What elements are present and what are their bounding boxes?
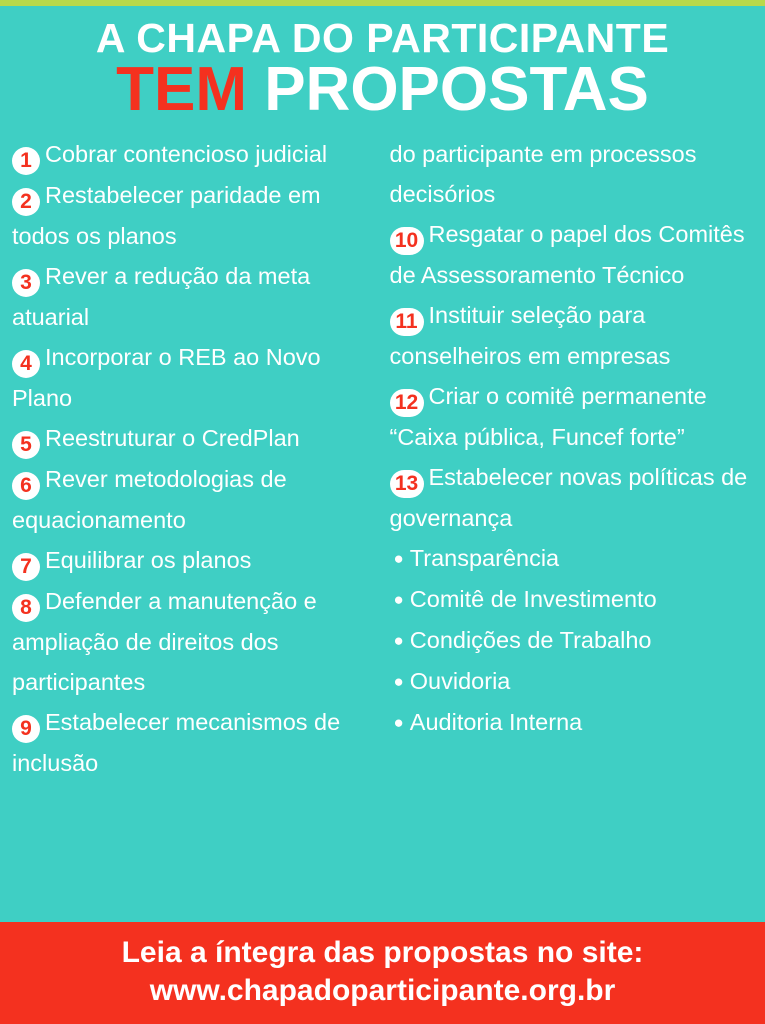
list-item xyxy=(12,702,376,783)
item-text: Reestruturar o CredPlan xyxy=(45,425,300,451)
item-text: Resgatar o papel dos Comitês de Assessoramento Técnico xyxy=(389,221,745,288)
poster-header xyxy=(0,6,765,126)
bullet-text: Comitê de Investimento xyxy=(409,586,657,612)
bullet-icon: ● xyxy=(393,713,404,732)
proposal-columns xyxy=(0,126,765,916)
list-item xyxy=(12,134,376,175)
item-text: Instituir seleção para conselheiros em empresas xyxy=(389,302,671,369)
item-number: 2 xyxy=(12,188,40,216)
footer-website-url[interactable]: www.chapadoparticipante.org.br xyxy=(149,974,616,1007)
list-item xyxy=(390,661,754,702)
list-item xyxy=(390,538,754,579)
list-item xyxy=(390,457,754,538)
list-item xyxy=(12,175,376,256)
headline-line-2 xyxy=(14,55,751,124)
footer-banner xyxy=(0,922,765,1024)
footer-call-to-action: Leia a íntegra das propostas no site: xyxy=(121,936,644,969)
headline-line-1: A CHAPA DO PARTICIPANTE xyxy=(95,15,670,61)
item-number: 4 xyxy=(12,350,40,378)
item-number: 12 xyxy=(390,389,424,417)
item-text: Rever metodologias de equacionamento xyxy=(12,466,287,533)
bullet-icon: ● xyxy=(393,549,404,568)
item-text: Criar o comitê permanente “Caixa pública, Funcef forte” xyxy=(389,383,707,450)
list-item xyxy=(12,337,376,418)
item-text: Estabelecer novas políticas de governança xyxy=(389,464,748,531)
bullet-icon: ● xyxy=(393,631,404,650)
item-number: 13 xyxy=(390,470,424,498)
headline-rest-word: PROPOSTAS xyxy=(246,55,649,124)
item-text: Incorporar o REB ao Novo Plano xyxy=(12,344,321,411)
item-number: 5 xyxy=(12,431,40,459)
list-item xyxy=(390,376,754,457)
headline-accent-word: TEM xyxy=(116,55,247,124)
item-text: Rever a redução da meta atuarial xyxy=(12,263,311,330)
list-item xyxy=(12,256,376,337)
item-number: 10 xyxy=(390,227,424,255)
list-item xyxy=(12,418,376,459)
right-column xyxy=(390,134,754,916)
list-item xyxy=(390,579,754,620)
item-text: Restabelecer paridade em todos os planos xyxy=(12,182,321,249)
bullet-text: Ouvidoria xyxy=(409,668,511,694)
list-item xyxy=(390,214,754,295)
item-number: 8 xyxy=(12,594,40,622)
list-item xyxy=(12,581,376,702)
bullet-text: Condições de Trabalho xyxy=(409,627,652,653)
bullet-text: Auditoria Interna xyxy=(409,709,583,735)
left-column xyxy=(12,134,376,916)
item-number: 11 xyxy=(390,308,424,336)
list-item xyxy=(12,540,376,581)
list-item xyxy=(390,702,754,743)
item-text: Equilibrar os planos xyxy=(45,547,252,573)
bullet-icon: ● xyxy=(393,672,404,691)
item-text: Cobrar contencioso judicial xyxy=(45,141,328,167)
list-item xyxy=(390,620,754,661)
continuation-text: do participante em processos decisórios xyxy=(389,141,697,207)
item-number: 1 xyxy=(12,147,40,175)
bullet-icon: ● xyxy=(393,590,404,609)
item-number: 6 xyxy=(12,472,40,500)
list-item xyxy=(390,295,754,376)
bullet-text: Transparência xyxy=(409,545,560,571)
item-number: 9 xyxy=(12,715,40,743)
item-number: 3 xyxy=(12,269,40,297)
item-text: Estabelecer mecanismos de inclusão xyxy=(12,709,341,776)
item-number: 7 xyxy=(12,553,40,581)
item-text: Defender a manutenção e ampliação de direitos dos participantes xyxy=(12,588,317,695)
list-item xyxy=(12,459,376,540)
